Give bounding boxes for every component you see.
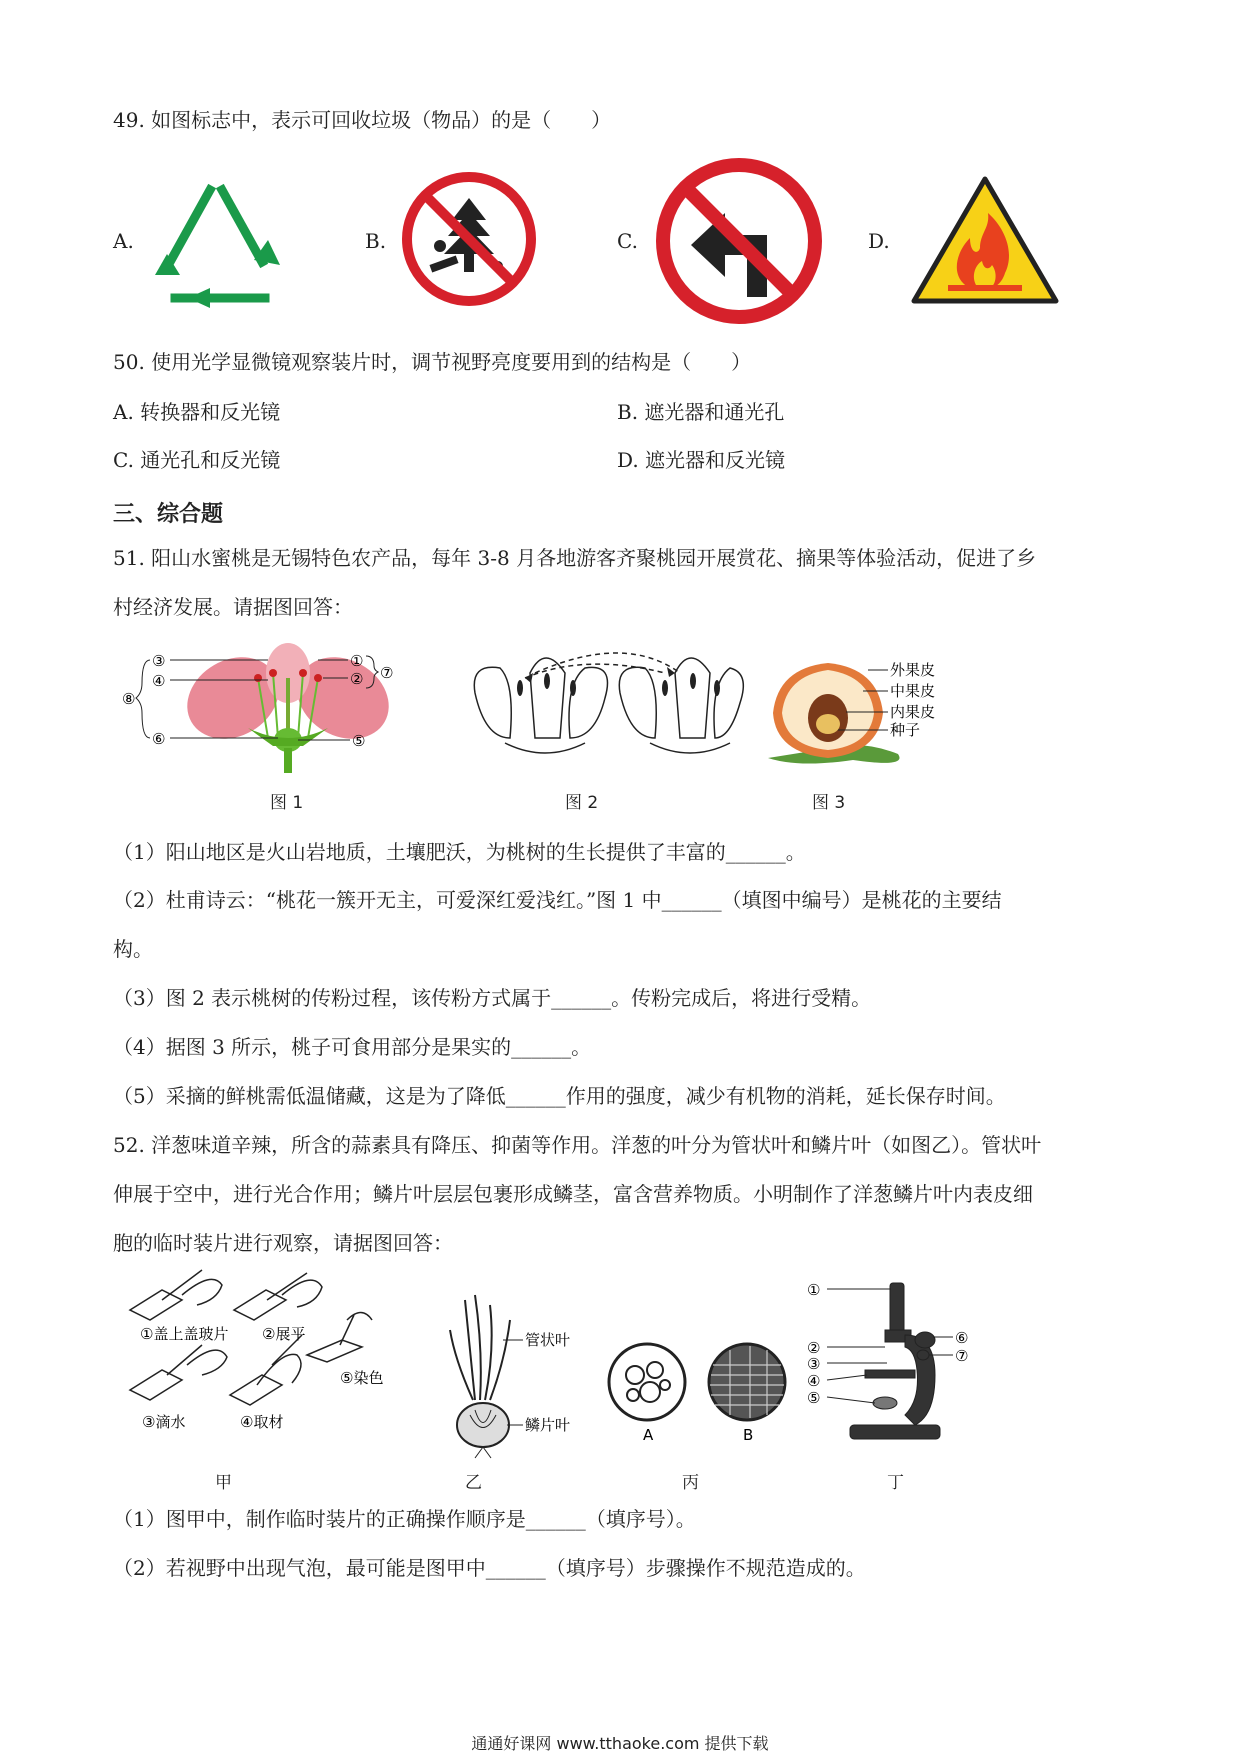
fig-yi-caption: 乙 (465, 1473, 482, 1493)
ding-label-7: ⑦ (955, 1347, 969, 1365)
q49-option-c-label: C. (617, 229, 638, 253)
figure-3-peach-diagram (758, 658, 958, 773)
q50-option-a: A. 转换器和反光镜 (113, 400, 281, 424)
q51-sub-1: （1）阳山地区是火山岩地质，土壤肥沃，为桃树的生长提供了丰富的______。 (113, 840, 806, 864)
fig1-label-6: ⑥ (152, 730, 166, 748)
jia-step-3: ③滴水 (142, 1413, 186, 1431)
flammable-warning-icon (910, 173, 1060, 308)
fig1-caption: 图 1 (270, 793, 304, 813)
figure-bing-views (605, 1340, 795, 1460)
yi-label-tubular-leaf: 管状叶 (525, 1331, 571, 1349)
q52-stem-line2: 伸展于空中，进行光合作用；鳞片叶层层包裹形成鳞茎，富含营养物质。小明制作了洋葱鳞片叶内表皮细 (113, 1182, 1033, 1206)
fig-jia-caption: 甲 (215, 1473, 232, 1493)
fig1-label-1: ① (350, 652, 364, 670)
fig1-label-7: ⑦ (380, 664, 394, 682)
fig1-label-2: ② (350, 670, 364, 688)
q49-option-d-label: D. (868, 229, 890, 253)
fig3-label-exocarp: 外果皮 (890, 661, 936, 679)
q50-option-d: D. 遮光器和反光镜 (617, 448, 786, 472)
fig1-label-8: ⑧ (122, 690, 136, 708)
q52-sub-2: （2）若视野中出现气泡，最可能是图甲中______（填序号）步骤操作不规范造成的。 (113, 1556, 866, 1580)
fig3-label-mesocarp: 中果皮 (890, 682, 936, 700)
yi-label-scale-leaf: 鳞片叶 (525, 1416, 571, 1434)
no-logging-icon (400, 170, 538, 308)
q49-option-a-label: A. (113, 229, 134, 253)
no-left-turn-icon (655, 157, 823, 325)
q52-stem-line1: 52. 洋葱味道辛辣，所含的蒜素具有降压、抑菌等作用。洋葱的叶分为管状叶和鳞片叶（如图乙）。管状叶 (113, 1133, 1042, 1157)
bing-label-a: A (643, 1426, 654, 1444)
bing-label-b: B (743, 1426, 754, 1444)
recycle-icon (150, 180, 285, 305)
section-title: 三、综合题 (113, 502, 224, 527)
q51-sub-4: （4）据图 3 所示，桃子可食用部分是果实的______。 (113, 1035, 592, 1059)
figure-yi-onion (445, 1290, 595, 1460)
fig3-label-endocarp: 内果皮 (890, 703, 936, 721)
jia-step-2: ②展平 (262, 1325, 306, 1343)
fig3-label-seed: 种子 (890, 721, 921, 739)
q51-sub-3: （3）图 2 表示桃树的传粉过程，该传粉方式属于______。传粉完成后，将进行受精。 (113, 986, 872, 1010)
q51-sub-2-cont: 构。 (113, 937, 153, 961)
ding-label-6: ⑥ (955, 1329, 969, 1347)
figure-ding-microscope (805, 1275, 975, 1465)
ding-label-5: ⑤ (807, 1389, 821, 1407)
q51-sub-5: （5）采摘的鲜桃需低温储藏，这是为了降低______作用的强度，减少有机物的消耗，延长保存时间。 (113, 1084, 1006, 1108)
q50-option-b: B. 遮光器和通光孔 (617, 400, 785, 424)
fig2-caption: 图 2 (565, 793, 599, 813)
ding-label-3: ③ (807, 1355, 821, 1373)
figure-1-flower-diagram (122, 648, 448, 773)
q51-sub-2: （2）杜甫诗云：“桃花一簇开无主，可爱深红爱浅红。”图 1 中______（填图中编号）是桃花的主要结 (113, 888, 1002, 912)
jia-step-4: ④取材 (240, 1413, 284, 1431)
fig-ding-caption: 丁 (887, 1473, 904, 1493)
q51-stem-line2: 村经济发展。请据图回答： (113, 595, 353, 619)
figure-jia-slide-steps (122, 1265, 432, 1440)
q52-stem-line3: 胞的临时装片进行观察，请据图回答： (113, 1231, 453, 1255)
ding-label-1: ① (807, 1281, 821, 1299)
q51-stem-line1: 51. 阳山水蜜桃是无锡特色农产品，每年 3-8 月各地游客齐聚桃园开展赏花、摘果等体验活动，促进了乡 (113, 546, 1037, 570)
page-footer: 通通好课网 www.tthaoke.com 提供下载 (471, 1734, 769, 1753)
fig1-label-3: ③ (152, 652, 166, 670)
jia-step-1: ①盖上盖玻片 (140, 1325, 229, 1343)
fig3-caption: 图 3 (812, 793, 846, 813)
q49-option-b-label: B. (365, 229, 387, 253)
q50-stem: 50. 使用光学显微镜观察装片时，调节视野亮度要用到的结构是（ ） (113, 350, 752, 374)
jia-step-5: ⑤染色 (340, 1369, 384, 1387)
fig1-label-4: ④ (152, 672, 166, 690)
ding-label-2: ② (807, 1339, 821, 1357)
q49-stem: 49. 如图标志中，表示可回收垃圾（物品）的是（ ） (113, 108, 612, 132)
q52-sub-1: （1）图甲中，制作临时装片的正确操作顺序是______（填序号）。 (113, 1507, 696, 1531)
fig-bing-caption: 丙 (682, 1473, 699, 1493)
ding-label-4: ④ (807, 1372, 821, 1390)
fig1-label-5: ⑤ (352, 732, 366, 750)
figure-2-pollination-diagram (465, 643, 745, 773)
q50-option-c: C. 通光孔和反光镜 (113, 448, 281, 472)
